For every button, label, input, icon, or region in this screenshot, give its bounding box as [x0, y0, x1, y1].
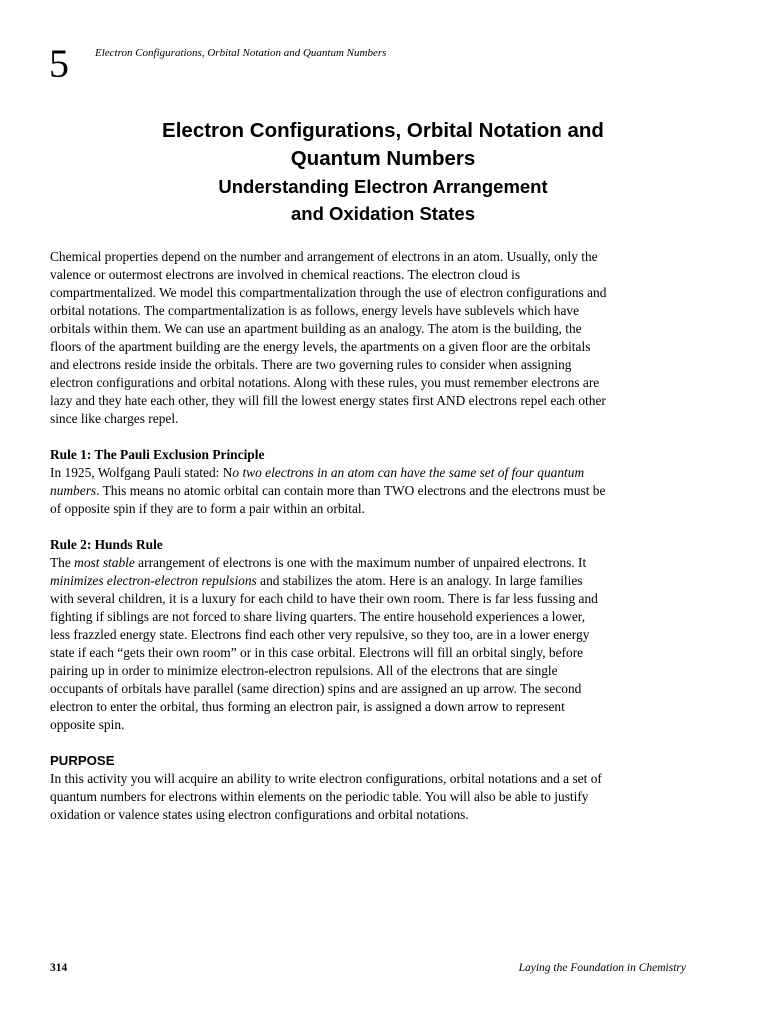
rule2-section: [50, 536, 686, 734]
text-line: arrangement of electrons is one with the maximum number of unpaired electrons. It: [134, 555, 587, 570]
text-line-italic: minimizes electron-electron repulsions: [50, 573, 257, 588]
rule2-heading: Rule 2: Hunds Rule: [50, 537, 163, 552]
body-text: [50, 248, 686, 824]
intro-paragraph: [50, 248, 686, 428]
rule1-section: [50, 446, 686, 518]
text-line: with several children, it is a luxury for each child to have their own room. There is far less fussing and: [50, 591, 598, 606]
page-footer: [50, 962, 686, 978]
text-line: valence or outermost electrons are involved in chemical reactions. The electron cloud is: [50, 267, 521, 282]
page-number: 314: [50, 962, 68, 974]
purpose-paragraph: [50, 770, 686, 824]
text-line: since like charges repel.: [50, 411, 179, 426]
chapter-running-title: Electron Configurations, Orbital Notation and Quantum Numbers: [95, 47, 387, 59]
text-line: fighting if siblings are not forced to share living quarters. The entire household experiences a lower,: [50, 609, 586, 624]
text-line: floors of the apartment building are the energy levels, the apartments on a given floor are the orbitals: [50, 339, 591, 354]
rule1-heading: Rule 1: The Pauli Exclusion Principle: [50, 447, 265, 462]
subtitle-line1: Understanding Electron Arrangement: [218, 176, 548, 197]
text-line: quantum numbers for electrons within elements on the periodic table. You will also be able to justify: [50, 789, 589, 804]
text-line: oxidation or valence states using electron configurations and orbital notations.: [50, 807, 469, 822]
text-line-italic: most stable: [74, 555, 135, 570]
text-line: opposite spin.: [50, 717, 125, 732]
text-line: occupants of orbitals have parallel (same direction) spins and are assigned an up arrow. The second: [50, 681, 582, 696]
main-title-line2: Quantum Numbers: [290, 147, 476, 170]
main-title-line1: Electron Configurations, Orbital Notation and: [162, 119, 604, 142]
text-line: . This means no atomic orbital can contain more than TWO electrons and the electrons must be: [96, 483, 606, 498]
subtitle-line2: and Oxidation States: [290, 203, 475, 224]
text-line-italic: numbers: [50, 483, 97, 498]
purpose-heading: PURPOSE: [50, 753, 115, 768]
text-line: orbitals within them. We can use an apartment building as an analogy. The atom is the building, the: [50, 321, 582, 336]
text-line: pairing up in order to minimize electron-electron repulsions. All of the electrons that are single: [50, 663, 558, 678]
text-line: and electrons reside inside the orbitals. There are two governing rules to consider when assigning: [50, 357, 572, 372]
text-line: less frazzled energy state. Electrons find each other very repulsive, so they too, are in a lower energy: [50, 627, 590, 642]
text-line-italic: o two electrons in an atom can have the same set of four quantum: [232, 465, 585, 480]
text-line: and stabilizes the atom. Here is an analogy. In large families: [256, 573, 583, 588]
text-line: Chemical properties depend on the number and arrangement of electrons in an atom. Usually, only the: [50, 249, 598, 264]
text-line: orbital notations. The compartmentalization is as follows, energy levels have sublevels which have: [50, 303, 580, 318]
chapter-number: 5: [49, 41, 69, 86]
subtitle: [50, 173, 716, 227]
text-line: electron to enter the orbital, thus forming an electron pair, is assigned a down arrow to represent: [50, 699, 565, 714]
footer-book-title: Laying the Foundation in Chemistry: [518, 962, 686, 974]
text-line: of opposite spin if they are to form a pair within an orbital.: [50, 501, 365, 516]
text-line: In this activity you will acquire an ability to write electron configurations, orbital notations and a set of: [50, 771, 602, 786]
text-line: compartmentalized. We model this compartmentalization through the use of electron configurations and: [50, 285, 607, 300]
text-line: lazy and they hate each other, they will fill the lowest energy states first AND electrons repel each other: [50, 393, 606, 408]
text-line: electron configurations and orbital notations. Along with these rules, you must remember electrons are: [50, 375, 600, 390]
main-title: [50, 117, 716, 173]
text-line: state if each “gets their own room” or in this case orbital. Electrons will fill an orbital singly, before: [50, 645, 584, 660]
title-block: [50, 117, 716, 227]
text-line: In 1925, Wolfgang Pauli stated: N: [50, 465, 233, 480]
text-line: The: [50, 555, 75, 570]
